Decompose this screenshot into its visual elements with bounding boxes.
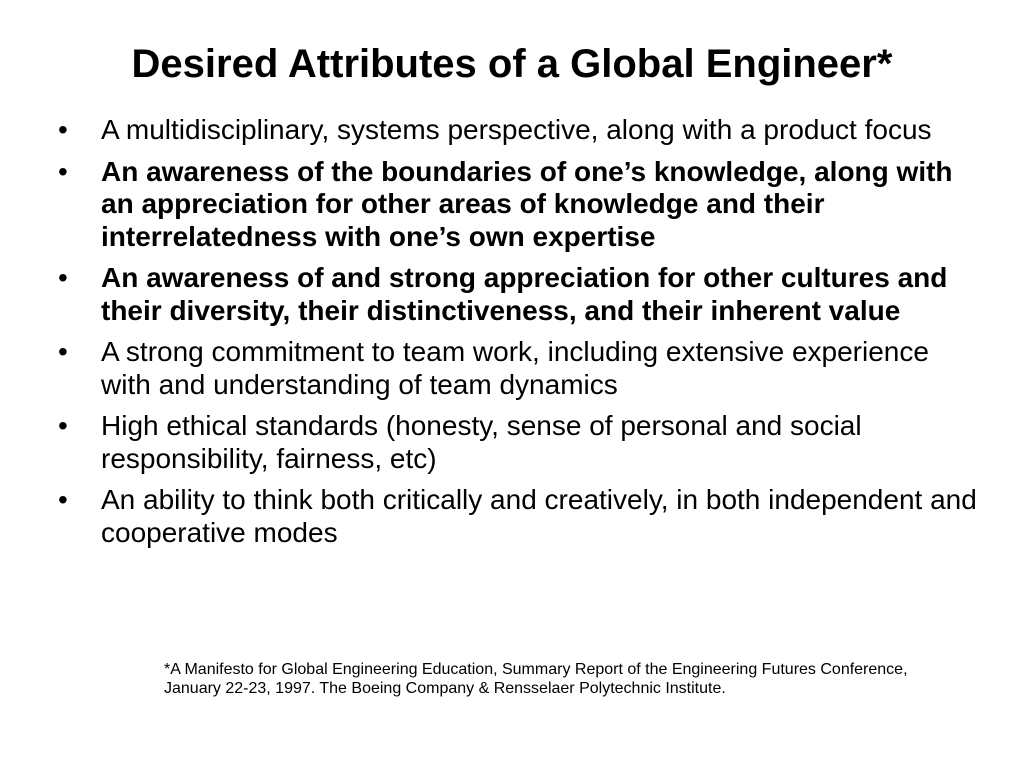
- bullet-item: [55, 262, 980, 327]
- bullet-text: A strong commitment to team work, including extensive experience with and understanding of team dynamics: [101, 336, 929, 400]
- slide-title: Desired Attributes of a Global Engineer*: [131, 42, 893, 86]
- bullet-item: [55, 336, 980, 401]
- bullet-marker: •: [58, 410, 68, 441]
- bullet-marker: •: [58, 336, 68, 367]
- bullet-marker: •: [58, 114, 68, 145]
- bullet-text: High ethical standards (honesty, sense of personal and social responsibility, fairness, etc): [101, 410, 862, 474]
- bullet-text: An ability to think both critically and creatively, in both independent and cooperative modes: [101, 484, 977, 548]
- footnote-citation: *A Manifesto for Global Engineering Education, Summary Report of the Engineering Futures Conference, January 22-23, 1997. The Boeing Company & Rensselaer Polytechnic Institute.: [164, 661, 908, 697]
- bullet-item: [55, 410, 980, 475]
- bullet-marker: •: [58, 484, 68, 515]
- bullet-item: [55, 156, 980, 254]
- bullet-list: [55, 114, 980, 558]
- bullet-text: An awareness of and strong appreciation for other cultures and their diversity, their distinctiveness, and their inherent value: [101, 262, 948, 326]
- bullet-text: An awareness of the boundaries of one’s knowledge, along with an appreciation for other areas of knowledge and their interrelatedness with one’s own expertise: [101, 155, 953, 252]
- bullet-item: [55, 484, 980, 549]
- bullet-marker: •: [58, 262, 68, 293]
- bullet-marker: •: [58, 155, 68, 187]
- bullet-item: [55, 114, 980, 147]
- bullet-text: A multidisciplinary, systems perspective, along with a product focus: [101, 114, 932, 145]
